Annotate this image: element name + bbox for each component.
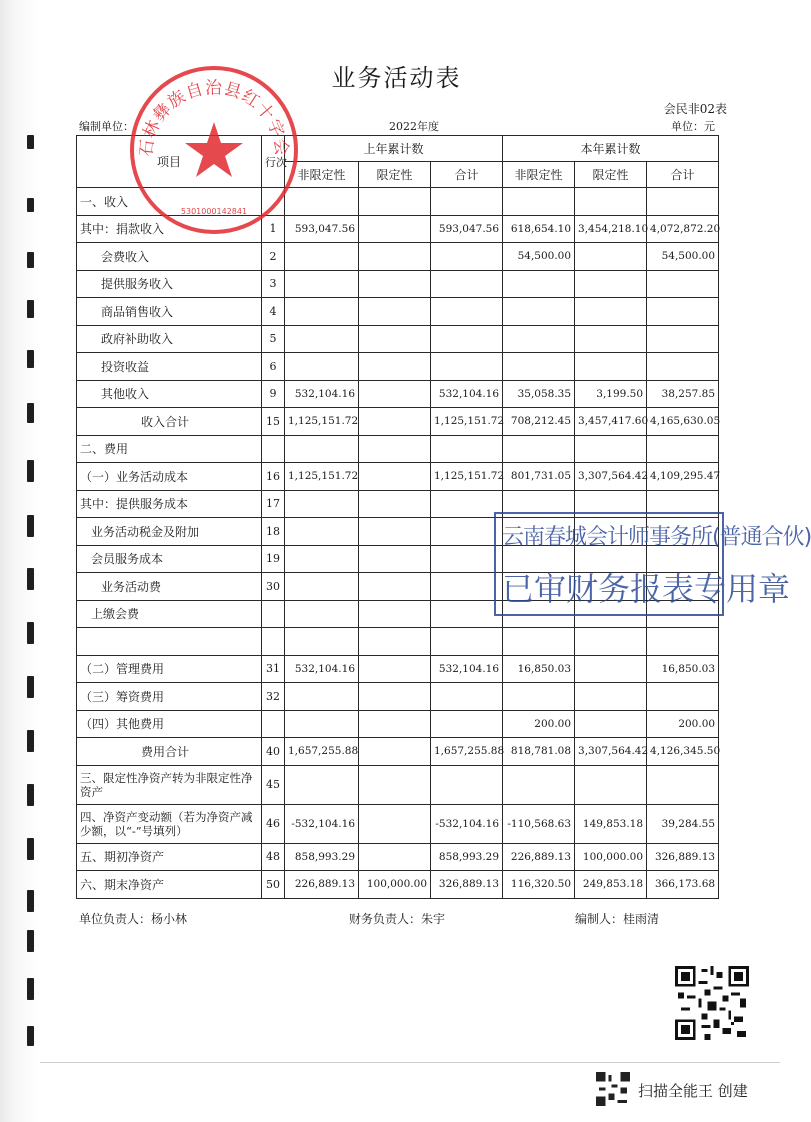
row-item: （一）业务活动成本 [77,463,262,491]
table-row [77,710,719,738]
prior-total [431,710,503,738]
prior-total [431,188,503,216]
prior-restricted [359,655,431,683]
prior-restricted [359,804,431,843]
row-line [262,435,285,463]
audit-stamp [494,512,811,616]
row-item: 政府补助收入 [77,325,262,353]
prior-restricted [359,573,431,601]
table-row [77,325,719,353]
row-line: 2 [262,243,285,271]
current-total [647,270,719,298]
row-item: 二、费用 [77,435,262,463]
current-unrestricted: 818,781.08 [503,738,575,766]
row-item: 收入合计 [77,408,262,436]
current-restricted: 249,853.18 [575,871,647,899]
table-row [77,738,719,766]
prior-unrestricted [285,683,359,711]
prior-total [431,573,503,601]
binder-mark [27,460,34,482]
prior-unrestricted: 1,125,151.72 [285,463,359,491]
prior-restricted [359,270,431,298]
binder-mark [27,300,34,318]
prior-total [431,765,503,804]
prior-total [431,353,503,381]
prior-restricted [359,463,431,491]
current-unrestricted [503,683,575,711]
red-seal-code: 5301000142841 [180,207,248,216]
current-total [647,683,719,711]
prior-total: -532,104.16 [431,804,503,843]
binder-mark [27,730,34,752]
binder-mark [27,676,34,698]
table-row [77,683,719,711]
prior-total [431,298,503,326]
table-row [77,270,719,298]
binder-mark [27,198,34,212]
prior-total: 326,889.13 [431,871,503,899]
current-total: 38,257.85 [647,380,719,408]
row-item: 提供服务收入 [77,270,262,298]
col-header-current-restricted: 限定性 [575,162,647,188]
current-unrestricted [503,325,575,353]
row-item: 五、期初净资产 [77,843,262,871]
current-restricted: 3,457,417.60 [575,408,647,436]
col-header-prior-restricted: 限定性 [359,162,431,188]
col-header-prior-total: 合计 [431,162,503,188]
prior-unrestricted [285,325,359,353]
row-item: 会员服务成本 [77,545,262,573]
row-line: 16 [262,463,285,491]
prior-total: 532,104.16 [431,380,503,408]
prior-restricted [359,843,431,871]
row-line: 30 [262,573,285,601]
row-line [262,710,285,738]
current-unrestricted [503,270,575,298]
prior-unrestricted [285,243,359,271]
row-item: 投资收益 [77,353,262,381]
prior-unrestricted: -532,104.16 [285,804,359,843]
row-line: 5 [262,325,285,353]
prior-unrestricted [285,353,359,381]
table-row [77,408,719,436]
col-header-prior-unrestricted: 非限定性 [285,162,359,188]
prior-total: 532,104.16 [431,655,503,683]
row-item: 费用合计 [77,738,262,766]
prior-unrestricted: 1,125,151.72 [285,408,359,436]
prior-unrestricted: 593,047.56 [285,215,359,243]
page-bottom-rule [40,1062,780,1063]
row-line: 3 [262,270,285,298]
prior-restricted [359,490,431,518]
current-total: 16,850.03 [647,655,719,683]
preparer-signature: 编制人：桂雨清 [575,912,660,926]
prior-unrestricted [285,765,359,804]
table-row [77,804,719,843]
current-restricted [575,243,647,271]
row-item: 三、限定性净资产转为非限定性净资产 [77,765,262,804]
prior-unrestricted [285,628,359,656]
prior-restricted [359,518,431,546]
current-total [647,188,719,216]
binder-mark [27,568,34,590]
current-total: 39,284.55 [647,804,719,843]
prior-restricted [359,298,431,326]
current-restricted [575,270,647,298]
prior-unrestricted: 226,889.13 [285,871,359,899]
current-total: 200.00 [647,710,719,738]
binder-mark [27,838,34,860]
row-line: 40 [262,738,285,766]
prior-unrestricted [285,600,359,628]
prior-unrestricted [285,490,359,518]
table-row [77,843,719,871]
current-total: 4,126,345.50 [647,738,719,766]
binder-mark [27,622,34,644]
current-total [647,298,719,326]
row-item: 业务活动费 [77,573,262,601]
row-line: 18 [262,518,285,546]
row-item: 四、净资产变动额（若为净资产减少额，以“-”号填列） [77,804,262,843]
current-unrestricted: 35,058.35 [503,380,575,408]
prior-total [431,518,503,546]
row-line: 50 [262,871,285,899]
prior-restricted [359,353,431,381]
row-item: 六、期末净资产 [77,871,262,899]
row-item: （三）筹资费用 [77,683,262,711]
prior-unrestricted [285,573,359,601]
prior-unrestricted [285,435,359,463]
current-unrestricted: 116,320.50 [503,871,575,899]
preparing-unit-label: 编制单位： [79,120,134,133]
current-restricted: 3,199.50 [575,380,647,408]
prior-restricted [359,243,431,271]
row-item: 上缴会费 [77,600,262,628]
table-row [77,628,719,656]
current-unrestricted [503,298,575,326]
row-item: 其中：捐款收入 [77,215,262,243]
row-item: 商品销售收入 [77,298,262,326]
current-total: 54,500.00 [647,243,719,271]
row-line: 48 [262,843,285,871]
current-unrestricted [503,765,575,804]
row-line: 15 [262,408,285,436]
prior-unrestricted: 858,993.29 [285,843,359,871]
row-item: 业务活动税金及附加 [77,518,262,546]
prior-total: 1,125,151.72 [431,408,503,436]
col-header-line-text: 行次 [265,155,287,169]
finance-head-signature: 财务负责人：朱宇 [349,912,446,926]
current-restricted: 100,000.00 [575,843,647,871]
prior-total: 1,125,151.72 [431,463,503,491]
current-unrestricted: 200.00 [503,710,575,738]
scanner-qr-icon [596,1072,630,1106]
binder-mark [27,252,34,268]
current-unrestricted [503,435,575,463]
current-restricted: 3,454,218.10 [575,215,647,243]
current-unrestricted: 54,500.00 [503,243,575,271]
current-total [647,765,719,804]
prior-unrestricted [285,298,359,326]
row-item: （四）其他费用 [77,710,262,738]
prior-total [431,270,503,298]
binder-mark [27,135,34,149]
red-seal-text: 石林彝族自治县红十字会 [136,78,292,158]
prior-total [431,600,503,628]
col-header-prior-year: 上年累计数 [285,136,503,162]
col-header-item: 项目 [77,136,262,188]
current-unrestricted: 16,850.03 [503,655,575,683]
unit-head-signature: 单位负责人：杨小林 [79,912,188,926]
prior-restricted [359,188,431,216]
report-year: 2022年度 [389,120,439,133]
signature-footer [79,910,729,926]
row-line: 31 [262,655,285,683]
current-total: 4,109,295.47 [647,463,719,491]
binder-mark [27,930,34,952]
row-item: 一、收入 [77,188,262,216]
prior-total: 1,657,255.88 [431,738,503,766]
current-unrestricted: -110,568.63 [503,804,575,843]
col-header-current-year: 本年累计数 [503,136,719,162]
prior-unrestricted: 532,104.16 [285,380,359,408]
current-unrestricted: 618,654.10 [503,215,575,243]
red-seal-stamp [128,64,300,236]
table-row [77,871,719,899]
currency-unit: 单位：元 [671,120,715,133]
prior-unrestricted: 532,104.16 [285,655,359,683]
current-restricted [575,435,647,463]
row-line: 17 [262,490,285,518]
table-row [77,655,719,683]
current-restricted: 149,853.18 [575,804,647,843]
current-total [647,325,719,353]
col-header-current-total: 合计 [647,162,719,188]
prior-total [431,545,503,573]
row-item: 其他收入 [77,380,262,408]
prior-unrestricted [285,545,359,573]
prior-restricted: 100,000.00 [359,871,431,899]
current-restricted [575,628,647,656]
prior-restricted [359,628,431,656]
qr-code [675,966,749,1040]
prior-total [431,325,503,353]
current-unrestricted: 708,212.45 [503,408,575,436]
row-item [77,628,262,656]
binder-mark [27,890,34,912]
row-line: 32 [262,683,285,711]
row-line [262,628,285,656]
current-restricted [575,298,647,326]
current-total: 4,072,872.20 [647,215,719,243]
current-unrestricted [503,353,575,381]
table-row [77,353,719,381]
row-item: 其中：提供服务成本 [77,490,262,518]
current-restricted [575,353,647,381]
binder-mark [27,403,34,423]
row-line: 46 [262,804,285,843]
row-item: 会费收入 [77,243,262,271]
prior-unrestricted [285,710,359,738]
prior-total [431,490,503,518]
current-total: 4,165,630.05 [647,408,719,436]
current-total [647,435,719,463]
current-restricted [575,655,647,683]
binder-mark [27,784,34,806]
table-row [77,243,719,271]
current-unrestricted: 226,889.13 [503,843,575,871]
prior-restricted [359,765,431,804]
binder-mark [27,515,34,537]
prior-unrestricted: 1,657,255.88 [285,738,359,766]
form-code: 会民非02表 [663,102,727,116]
table-row [77,463,719,491]
prior-restricted [359,380,431,408]
scanner-watermark-text: 扫描全能王 创建 [638,1082,748,1100]
row-item: （二）管理费用 [77,655,262,683]
prior-restricted [359,435,431,463]
table-row [77,298,719,326]
binder-mark [27,1026,34,1046]
audit-stamp-firm: 云南春城会计师事务所(普通合伙) [502,525,811,550]
col-header-current-unrestricted: 非限定性 [503,162,575,188]
row-line: 19 [262,545,285,573]
current-restricted [575,188,647,216]
current-restricted [575,765,647,804]
prior-total [431,243,503,271]
table-row [77,435,719,463]
prior-total: 593,047.56 [431,215,503,243]
document-title: 业务活动表 [331,64,462,92]
table-row [77,765,719,804]
prior-total [431,628,503,656]
current-restricted [575,710,647,738]
prior-restricted [359,215,431,243]
prior-unrestricted [285,518,359,546]
current-unrestricted: 801,731.05 [503,463,575,491]
row-line [262,600,285,628]
prior-total [431,683,503,711]
current-total: 326,889.13 [647,843,719,871]
current-restricted: 3,307,564.42 [575,463,647,491]
row-line: 6 [262,353,285,381]
prior-restricted [359,683,431,711]
current-unrestricted [503,188,575,216]
row-line: 1 [262,215,285,243]
current-restricted [575,683,647,711]
binder-mark [27,978,34,1000]
row-line: 45 [262,765,285,804]
binder-mark [27,350,34,368]
current-total: 366,173.68 [647,871,719,899]
prior-restricted [359,710,431,738]
current-restricted [575,325,647,353]
prior-total [431,435,503,463]
prior-restricted [359,545,431,573]
table-row [77,380,719,408]
current-restricted: 3,307,564.42 [575,738,647,766]
prior-restricted [359,600,431,628]
prior-restricted [359,738,431,766]
prior-restricted [359,408,431,436]
current-unrestricted [503,628,575,656]
row-line: 9 [262,380,285,408]
current-total [647,353,719,381]
audit-stamp-purpose: 已审财务报表专用章 [502,570,791,608]
current-total [647,628,719,656]
prior-restricted [359,325,431,353]
row-line: 4 [262,298,285,326]
prior-unrestricted [285,270,359,298]
prior-total: 858,993.29 [431,843,503,871]
